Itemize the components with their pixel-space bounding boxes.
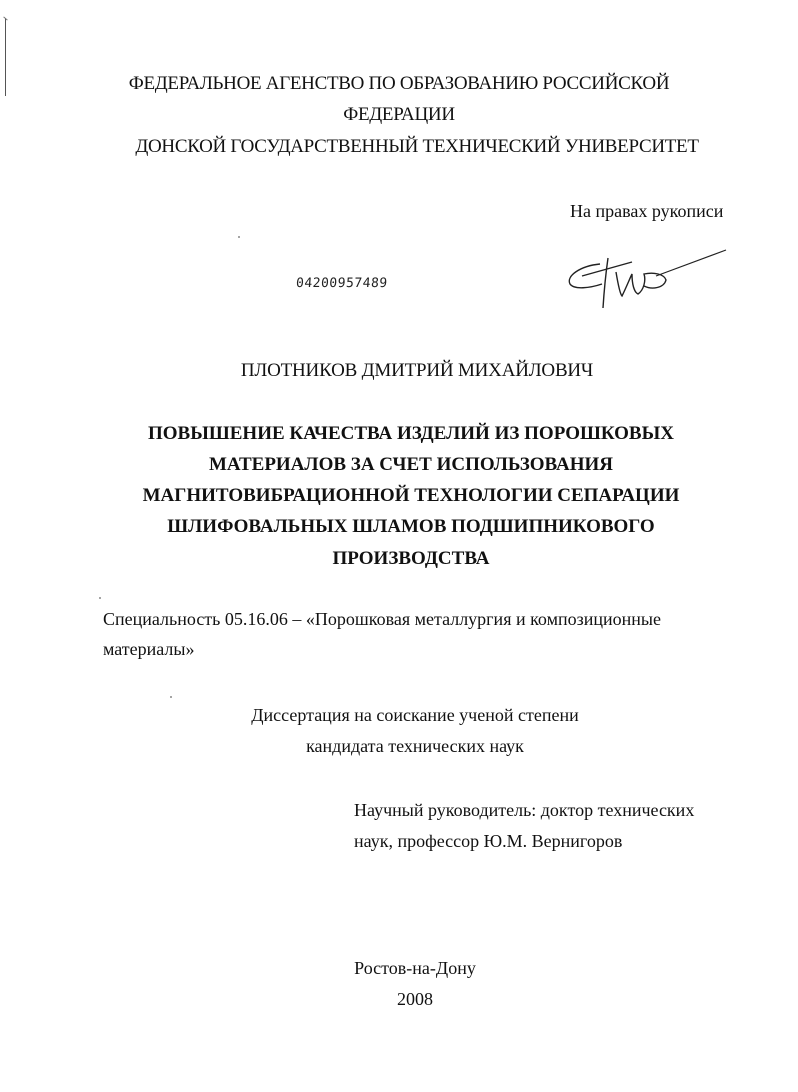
manuscript-note: На правах рукописи (570, 201, 724, 221)
agency-line-1: ФЕДЕРАЛЬНОЕ АГЕНСТВО ПО ОБРАЗОВАНИЮ РОССИЙСКОЙ (128, 73, 670, 94)
thesis-title-line: ШЛИФОВАЛЬНЫХ ШЛАМОВ ПОДШИПНИКОВОГО (167, 516, 655, 537)
scan-speck (99, 597, 101, 599)
specialty-line-2: материалы» (103, 639, 195, 659)
supervisor-line-2: наук, профессор Ю.М. Вернигоров (354, 831, 623, 851)
specialty-line-1: Специальность 05.16.06 – «Порошковая металлургия и композиционные (103, 609, 661, 629)
city: Ростов-на-Дону (354, 958, 476, 978)
year: 2008 (397, 989, 433, 1009)
degree-line-1: Диссертация на соискание ученой степени (251, 705, 579, 725)
agency-line-2: ФЕДЕРАЦИИ (343, 104, 455, 125)
handwritten-signature-icon (560, 244, 730, 314)
university-name: ДОНСКОЙ ГОСУДАРСТВЕННЫЙ ТЕХНИЧЕСКИЙ УНИВЕРСИТЕТ (135, 136, 699, 157)
thesis-title-line: МАТЕРИАЛОВ ЗА СЧЕТ ИСПОЛЬЗОВАНИЯ (209, 454, 613, 475)
thesis-title-line: МАГНИТОВИБРАЦИОННОЙ ТЕХНОЛОГИИ СЕПАРАЦИИ (142, 485, 680, 506)
degree-line-2: кандидата технических наук (306, 736, 524, 756)
thesis-title-line: ПОВЫШЕНИЕ КАЧЕСТВА ИЗДЕЛИЙ ИЗ ПОРОШКОВЫХ (148, 423, 674, 444)
scan-edge-mark (3, 17, 7, 21)
author-name: ПЛОТНИКОВ ДМИТРИЙ МИХАЙЛОВИЧ (240, 360, 594, 381)
supervisor-line-1: Научный руководитель: доктор технических (354, 800, 695, 820)
thesis-title-line: ПРОИЗВОДСТВА (332, 548, 490, 569)
serial-number: 04200957489 (295, 276, 389, 291)
scan-speck (238, 236, 240, 238)
scan-speck (170, 696, 172, 698)
